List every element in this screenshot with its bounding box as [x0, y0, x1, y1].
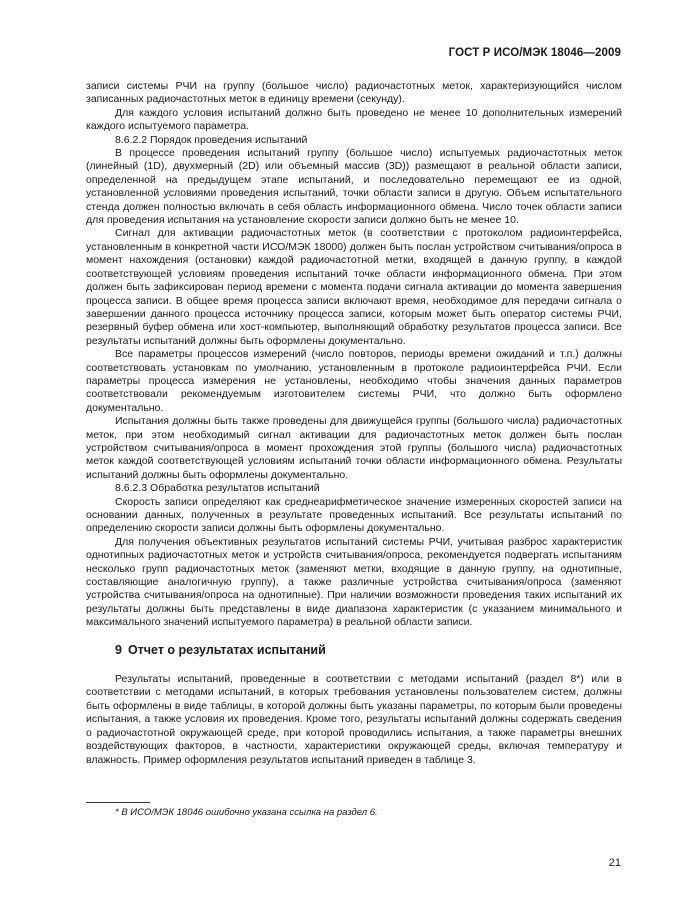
paragraph: Скорость записи определяют как среднеарифметическое значение измеренных скоростей записи на основании данных, полученных в результате проведенных испытаний. Все результаты испытаний по определению скорости записи должны быть оформлены документально.: [86, 495, 622, 535]
paragraph: Все параметры процессов измерений (число повторов, периоды времени ожиданий и т.п.) должны соответствовать установкам по умолчанию, установленным в протоколе радиоинтерфейса РЧИ. Если параметры процесса измерения не установлены, необходимо чтобы значения данных параметров соответствовали рекомендуемым изготовителем системы РЧИ, что должно быть оформлено документально.: [86, 348, 622, 414]
paragraph: Результаты испытаний, проведенные в соответствии с методами испытаний (раздел 8*) или в соответствии с методами испытаний, в которых требования установлены пользователем систем, должны быть оформлены в виде таблицы, в которой должны быть указаны параметры, по которым были проведены испытания, а также условия их проведения. Кроме того, результаты испытаний должны содержать сведения о радиочастотной окружающей среде, при которой проводились испытания, а также параметры внешних воздействующих факторов, в частности, характеристики окружающей среды, включая температуру и влажность. Пример оформления результатов испытаний приведен в таблице 3.: [86, 673, 622, 766]
page-number: 21: [608, 857, 621, 869]
section-title: Отчет о результатах испытаний: [127, 642, 326, 657]
paragraph: В процессе проведения испытаний группу (большое число) испытуемых радиочастотных меток (линейный (1D), двухмерный (2D) или объемный массив (3D)) размещают в реальной области записи, определенной на предыдущем этапе испытаний, и последовательно перемещают ее из одной, установленной условиями проведения испытаний, точки области записи в другую. Объем испытательного стенда должен полностью включать в себя область информационного обмена. Число точек области записи для проведения испытания на установление скорости записи должно быть не менее 10.: [86, 147, 622, 227]
paragraph: Для получения объективных результатов испытаний системы РЧИ, учитывая разброс характеристик однотипных радиочастотных меток и устройств считывания/опроса, рекомендуется подвергать испытаниям несколько групп радиочастотных меток (заменяют метки, входящие в данную группу, на однотипные, составляющие аналогичную группу), а также различные устройства считывания/опроса (заменяют устройства считывания/опроса на однотипные). При наличии возможности проведения таких испытаний их результаты должны быть представлены в виде диапазона характеристик (с указанием минимального и максимального значений испытуемого параметра) в реальной области записи.: [86, 535, 622, 629]
subsection-heading: 8.6.2.3 Обработка результатов испытаний: [115, 482, 320, 495]
footnote-rule: [86, 802, 150, 803]
footnote: * В ИСО/МЭК 18046 ошибочно указана ссылка на раздел 6.: [115, 807, 378, 818]
body-text: [86, 80, 622, 767]
section-heading: [86, 644, 622, 657]
running-header: ГОСТ Р ИСО/МЭК 18046—2009: [448, 47, 621, 59]
paragraph: Сигнал для активации радиочастотных меток (в соответствии с протоколом радиоинтерфейса, установленным в конкретной части ИСО/МЭК 18000) должен быть послан устройством считывания/опроса в момент нахождения (остановки) каждой радиочастотной метки, входящей в данную группу, в каждой соответствующей условиям проведения испытаний точке области информационного обмена. При этом должен быть зафиксирован период времени с момента подачи сигнала активации до момента завершения процесса записи. В общее время процесса записи включают время, необходимое для передачи сигнала о завершении данного процесса источнику процесса записи, которым может быть оператор системы РЧИ, резервный буфер обмена или хост-компьютер, выполняющий обработку результатов процесса записи. Все результаты испытаний должны быть оформлены документально.: [86, 227, 622, 347]
subsection-heading: 8.6.2.2 Порядок проведения испытаний: [115, 133, 308, 146]
paragraph: записи системы РЧИ на группу (большое число) радиочастотных меток, характеризующийся числом записанных радиочастотных меток в единицу времени (секунду).: [86, 80, 622, 106]
paragraph: Испытания должны быть также проведены для движущейся группы (большого числа) радиочастотных меток, при этом необходимый сигнал активации для радиочастотных меток должен быть послан устройством считывания/опроса в момент прохождения этой группы (большого числа) радиочастотных меток каждой соответствующей условиям испытаний точки области информационного обмена. Результаты испытаний должны быть оформлены документально.: [86, 415, 622, 481]
paragraph: Для каждого условия испытаний должно быть проведено не менее 10 дополнительных измерений каждого испытуемого параметра.: [86, 106, 622, 133]
section-number: 9: [115, 642, 122, 657]
